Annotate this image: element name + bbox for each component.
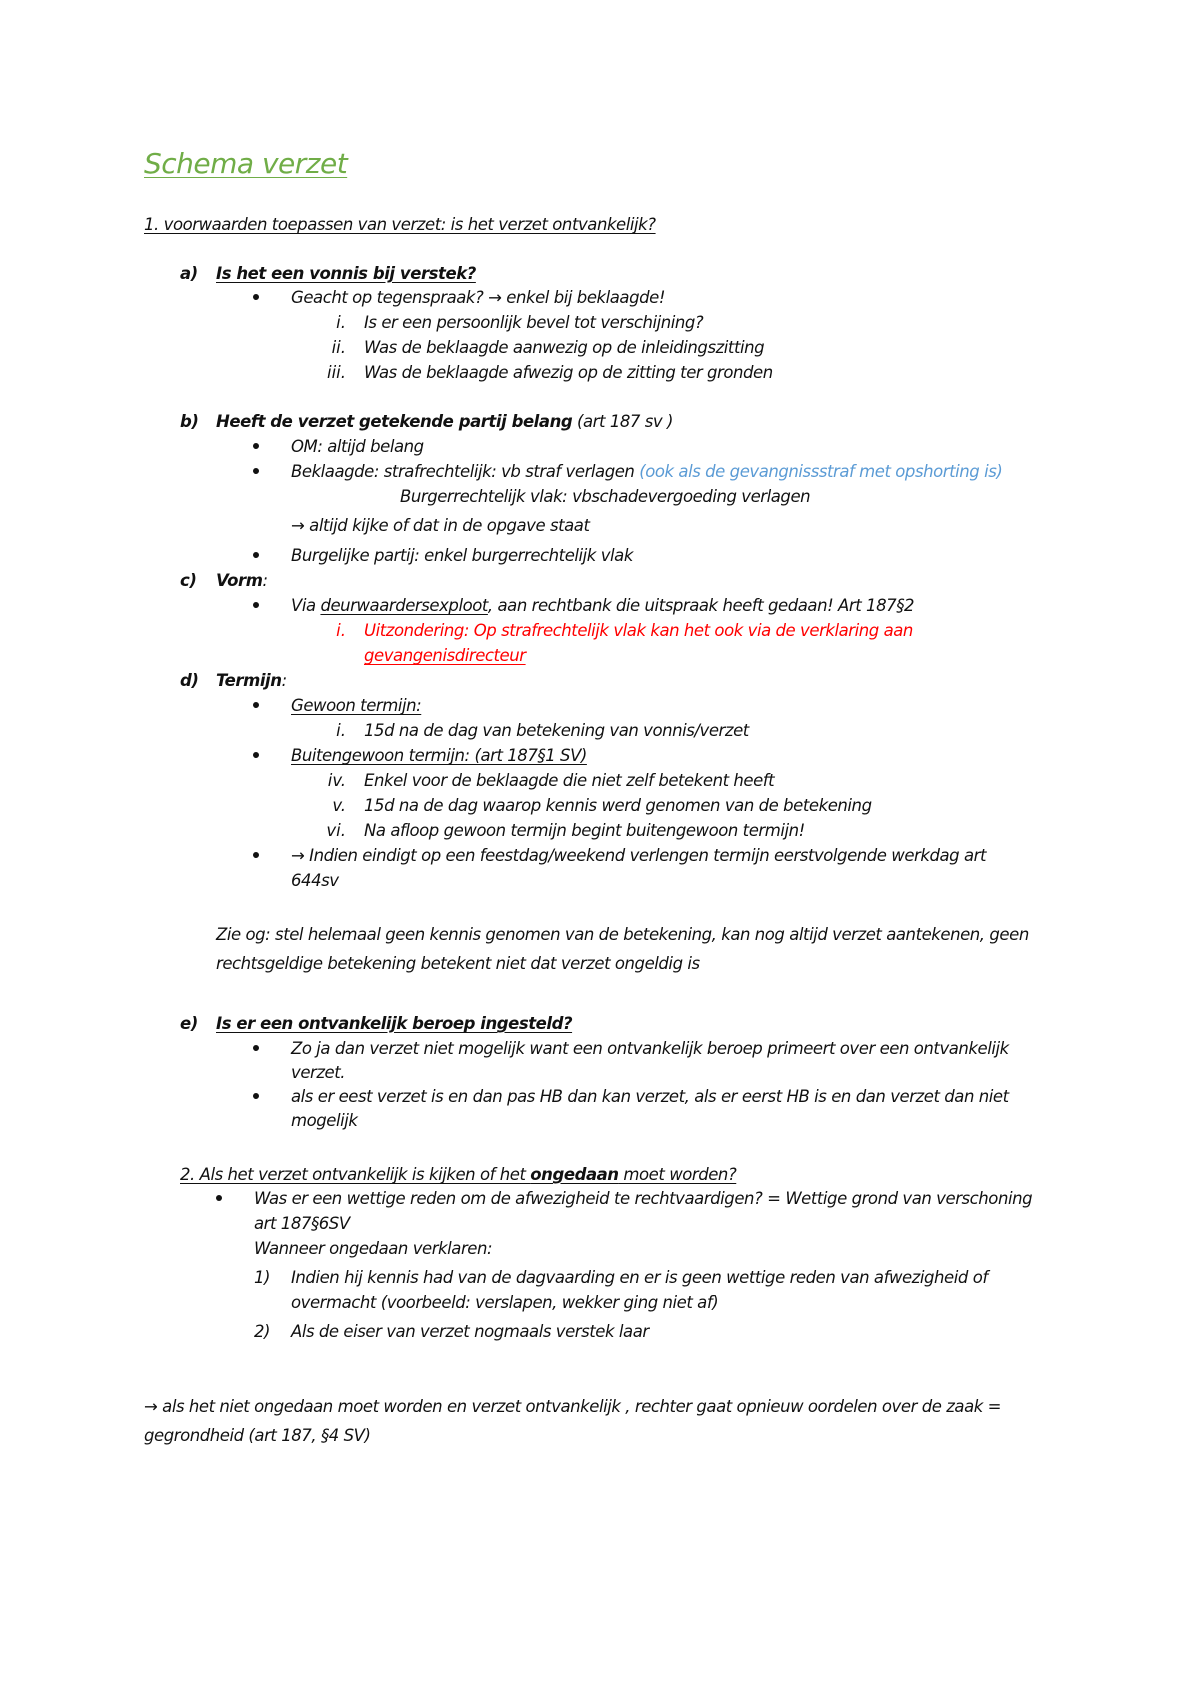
item-a-heading: Is het een vonnis bij verstek? [216, 264, 476, 283]
item-b-arrow-note: → altijd kijke of dat in de opgave staat [291, 516, 590, 535]
section-1-heading: 1. voorwaarden toepassen van verzet: is het verzet ontvankelijk? [144, 215, 656, 234]
item-b-bullet-2-note: (ook als de gevangnissstraf met opshorting is) [639, 462, 1003, 481]
item-b-bullet-1: OM: altijd belang [291, 437, 424, 456]
item-e-bullet-2-line-2: mogelijk [291, 1111, 358, 1130]
item-b-heading-line [216, 411, 673, 433]
item-c-roman-i-label: i. [336, 621, 346, 640]
section-2-bullet-1-line-2: art 187§6SV [254, 1214, 350, 1233]
item-d-label: d) [180, 671, 199, 690]
item-d-heading-line [216, 670, 287, 692]
section-2-item-2-label: 2) [254, 1322, 271, 1341]
item-d-roman-i-label: i. [336, 721, 346, 740]
item-a-roman-iii: Was de beklaagde afwezig op de zitting ter gronden [364, 363, 773, 382]
item-d-colon: : [281, 671, 287, 690]
bullet-icon [253, 468, 259, 474]
item-d-roman-iv-label: iv. [327, 771, 346, 790]
item-b-bullet-2-continuation: Burgerrechtelijk vlak: vbschadevergoeding verlagen [400, 487, 811, 506]
item-a-roman-i-label: i. [336, 313, 346, 332]
section-2-item-2: Als de eiser van verzet nogmaals verstek laar [291, 1322, 649, 1341]
item-b-bullet-2-line [291, 461, 1002, 483]
section-2-item-1-line-2: overmacht (voorbeeld: verslapen, wekker ging niet af) [291, 1293, 719, 1312]
item-d-roman-v: 15d na de dag waarop kennis werd genomen van de betekening [364, 796, 872, 815]
item-a-roman-ii: Was de beklaagde aanwezig op de inleidingszitting [364, 338, 765, 357]
item-a-roman-i: Is er een persoonlijk bevel tot verschijning? [364, 313, 704, 332]
item-a-roman-ii-label: ii. [331, 338, 346, 357]
item-c-heading-line [216, 570, 268, 592]
item-b-bullet-2: Beklaagde: strafrechtelijk: vb straf verlagen [291, 462, 640, 481]
section-2-heading-bold: ongedaan [530, 1165, 619, 1184]
section-2-subheading: Wanneer ongedaan verklaren: [254, 1239, 493, 1258]
item-d-roman-iv: Enkel voor de beklaagde die niet zelf betekent heeft [364, 771, 775, 790]
item-d-bullet-1: Gewoon termijn: [291, 696, 422, 715]
page-title: Schema verzet [144, 147, 348, 180]
bullet-icon [253, 702, 259, 708]
section-2-bullet-1-line-1: Was er een wettige reden om de afwezigheid te rechtvaardigen? = Wettige grond van verschoning [254, 1189, 1033, 1208]
item-c-exception-line-1: Uitzondering: Op strafrechtelijk vlak kan het ook via de verklaring aan [364, 621, 913, 640]
bullet-icon [253, 1045, 259, 1051]
bullet-icon [253, 852, 259, 858]
section-2-item-1-label: 1) [254, 1268, 271, 1287]
section-2-heading-pre: 2. Als het verzet ontvankelijk is kijken of het [180, 1165, 531, 1184]
item-b-label: b) [180, 412, 199, 431]
bullet-icon [253, 443, 259, 449]
note-line-1: Zie og: stel helemaal geen kennis genomen van de betekening, kan nog altijd verzet aantekenen, geen [216, 925, 1029, 944]
item-a-roman-iii-label: iii. [327, 363, 346, 382]
bullet-icon [253, 294, 259, 300]
bullet-icon [253, 602, 259, 608]
item-e-label: e) [180, 1014, 198, 1033]
item-c-colon: : [262, 571, 268, 590]
item-a-bullet-1: Geacht op tegenspraak? → enkel bij beklaagde! [291, 288, 665, 307]
item-c-bullet-1-underlined: deurwaardersexploot [320, 596, 488, 615]
bullet-icon [253, 1093, 259, 1099]
item-a-label: a) [180, 264, 198, 283]
item-d-roman-vi: Na afloop gewoon termijn begint buitengewoon termijn! [364, 821, 805, 840]
conclusion-line-1: → als het niet ongedaan moet worden en verzet ontvankelijk , rechter gaat opnieuw oordelen over de zaak = [144, 1397, 1002, 1416]
item-d-bullet-3-line-1: → Indien eindigt op een feestdag/weekend verlengen termijn eerstvolgende werkdag art [291, 846, 987, 865]
item-e-bullet-1-line-1: Zo ja dan verzet niet mogelijk want een ontvankelijk beroep primeert over een ontvankelijk [291, 1039, 1009, 1058]
section-2-item-1-line-1: Indien hij kennis had van de dagvaarding en er is geen wettige reden van afwezigheid of [291, 1268, 988, 1287]
conclusion-line-2: gegrondheid (art 187, §4 SV) [144, 1426, 371, 1445]
item-c-heading: Vorm [216, 571, 263, 590]
item-d-roman-v-label: v. [332, 796, 346, 815]
section-2-heading [180, 1164, 736, 1186]
item-c-bullet-1-line [291, 595, 914, 617]
section-2-heading-post: moet worden? [618, 1165, 737, 1184]
item-d-heading: Termijn [216, 671, 282, 690]
item-b-heading: Heeft de verzet getekende partij belang [216, 412, 573, 431]
item-e-bullet-1-line-2: verzet. [291, 1063, 346, 1082]
note-line-2: rechtsgeldige betekening betekent niet dat verzet ongeldig is [216, 954, 700, 973]
bullet-icon [253, 552, 259, 558]
item-b-bullet-3: Burgelijke partij: enkel burgerrechtelijk vlak [291, 546, 633, 565]
item-e-heading: Is er een ontvankelijk beroep ingesteld? [216, 1014, 573, 1033]
bullet-icon [253, 752, 259, 758]
bullet-icon [216, 1195, 222, 1201]
item-c-label: c) [180, 571, 197, 590]
item-d-roman-vi-label: vi. [326, 821, 346, 840]
item-c-bullet-1-pre: Via [291, 596, 321, 615]
item-c-bullet-1-post: , aan rechtbank die uitspraak heeft gedaan! Art 187§2 [487, 596, 915, 615]
item-d-bullet-2: Buitengewoon termijn: (art 187§1 SV) [291, 746, 587, 765]
item-c-exception-line-2: gevangenisdirecteur [364, 646, 526, 665]
item-b-heading-ref: (art 187 sv ) [572, 412, 674, 431]
item-d-roman-i: 15d na de dag van betekening van vonnis/verzet [364, 721, 749, 740]
item-d-bullet-3-line-2: 644sv [291, 871, 339, 890]
item-e-bullet-2-line-1: als er eest verzet is en dan pas HB dan kan verzet, als er eerst HB is en dan verzet dan niet [291, 1087, 1009, 1106]
